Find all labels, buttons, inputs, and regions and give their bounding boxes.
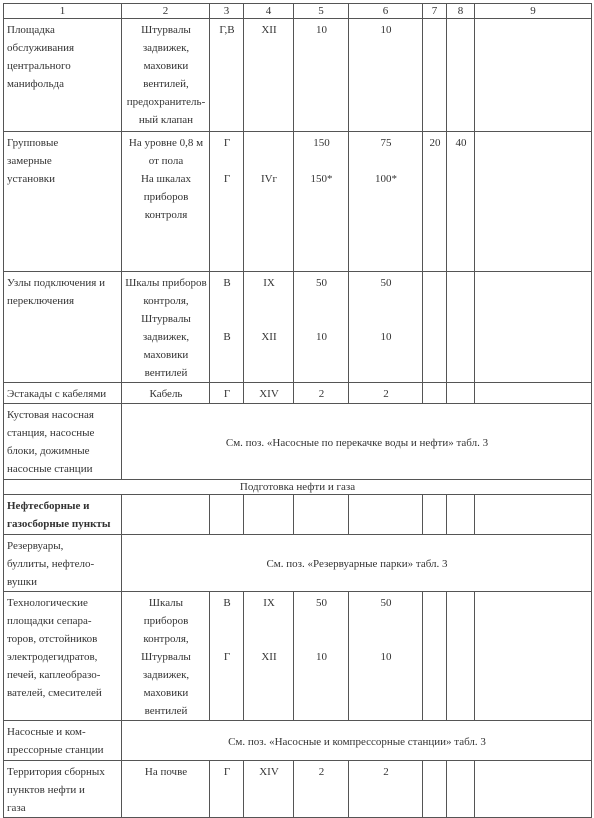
table-row bbox=[4, 383, 592, 404]
norms-table bbox=[3, 3, 592, 818]
table-row bbox=[4, 535, 592, 592]
cell-plane: Г,В bbox=[210, 19, 244, 132]
cell-value-6: 50 10 bbox=[349, 592, 423, 721]
cell-name: Технологические площадки сепара- торов, отстойников электродегидратов, печей, каплеобразо- вателей, смесителей bbox=[4, 592, 122, 721]
cell-value-7 bbox=[423, 592, 447, 721]
col-header: 8 bbox=[447, 4, 475, 19]
cell-value-8 bbox=[447, 761, 475, 818]
cell-plane: Г bbox=[210, 383, 244, 404]
cell-value-7 bbox=[423, 495, 447, 535]
cell-value-7 bbox=[423, 383, 447, 404]
cell-name: Площадка обслуживания центрального манифольда bbox=[4, 19, 122, 132]
cell-value-8 bbox=[447, 495, 475, 535]
cell-value-5: 10 bbox=[294, 19, 349, 132]
cell-category: IX XII bbox=[244, 592, 294, 721]
cell-value-8: 40 bbox=[447, 132, 475, 272]
cell-category: XII bbox=[244, 19, 294, 132]
col-header: 2 bbox=[122, 4, 210, 19]
cell-name: Насосные и ком- прессорные станции bbox=[4, 721, 122, 761]
cell-name: Групповые замерные установки bbox=[4, 132, 122, 272]
cell-note bbox=[475, 592, 592, 721]
cell-value-8 bbox=[447, 383, 475, 404]
cell-value-8 bbox=[447, 592, 475, 721]
section-row bbox=[4, 480, 592, 495]
cell-plane: В В bbox=[210, 272, 244, 383]
cell-value-5: 2 bbox=[294, 761, 349, 818]
cell-value-7 bbox=[423, 761, 447, 818]
col-header: 1 bbox=[4, 4, 122, 19]
cell-plane: Г bbox=[210, 761, 244, 818]
cell-note bbox=[475, 383, 592, 404]
cell-name: Нефтесборные и газосборные пункты bbox=[4, 495, 122, 535]
cell-category: IX XII bbox=[244, 272, 294, 383]
col-header: 3 bbox=[210, 4, 244, 19]
cell-name: Резервуары, буллиты, нефтело- вушки bbox=[4, 535, 122, 592]
cell-place: Штурвалы задвижек, маховики вентилей, предохранитель- ный клапан bbox=[122, 19, 210, 132]
col-header: 9 bbox=[475, 4, 592, 19]
cell-value-8 bbox=[447, 19, 475, 132]
cell-value-5: 50 10 bbox=[294, 272, 349, 383]
table-row bbox=[4, 19, 592, 132]
col-header: 5 bbox=[294, 4, 349, 19]
table-row bbox=[4, 592, 592, 721]
reference-cell: См. поз. «Насосные по перекачке воды и нефти» табл. 3 bbox=[122, 404, 592, 480]
cell-place: Шкалы приборов контроля, Штурвалы задвижек, маховики вентилей bbox=[122, 272, 210, 383]
cell-value-5: 50 10 bbox=[294, 592, 349, 721]
cell-value-6: 10 bbox=[349, 19, 423, 132]
cell-plane bbox=[210, 495, 244, 535]
table-row bbox=[4, 272, 592, 383]
col-header: 6 bbox=[349, 4, 423, 19]
cell-place: Кабель bbox=[122, 383, 210, 404]
cell-value-6: 75 100* bbox=[349, 132, 423, 272]
cell-note bbox=[475, 761, 592, 818]
table-row bbox=[4, 721, 592, 761]
cell-category bbox=[244, 495, 294, 535]
cell-note bbox=[475, 132, 592, 272]
table-row bbox=[4, 404, 592, 480]
cell-value-7 bbox=[423, 272, 447, 383]
cell-value-6: 50 10 bbox=[349, 272, 423, 383]
cell-value-7: 20 bbox=[423, 132, 447, 272]
cell-name: Кустовая насосная станция, насосные блоки, дожимные насосные станции bbox=[4, 404, 122, 480]
cell-note bbox=[475, 272, 592, 383]
cell-plane: В Г bbox=[210, 592, 244, 721]
cell-note bbox=[475, 19, 592, 132]
cell-value-6: 2 bbox=[349, 761, 423, 818]
cell-place bbox=[122, 495, 210, 535]
table-row bbox=[4, 761, 592, 818]
cell-place: На уровне 0,8 м от пола На шкалах приборов контроля bbox=[122, 132, 210, 272]
cell-place: Шкалы приборов контроля, Штурвалы задвижек, маховики вентилей bbox=[122, 592, 210, 721]
table-row bbox=[4, 132, 592, 272]
reference-cell: См. поз. «Насосные и компрессорные станции» табл. 3 bbox=[122, 721, 592, 761]
header-row bbox=[4, 4, 592, 19]
cell-value-7 bbox=[423, 19, 447, 132]
cell-category: XIV bbox=[244, 761, 294, 818]
cell-name: Эстакады с кабелями bbox=[4, 383, 122, 404]
cell-name: Узлы подключения и переключения bbox=[4, 272, 122, 383]
col-header: 7 bbox=[423, 4, 447, 19]
cell-value-5 bbox=[294, 495, 349, 535]
cell-value-8 bbox=[447, 272, 475, 383]
reference-cell: См. поз. «Резервуарные парки» табл. 3 bbox=[122, 535, 592, 592]
cell-note bbox=[475, 495, 592, 535]
cell-value-5: 150 150* bbox=[294, 132, 349, 272]
table-row bbox=[4, 495, 592, 535]
col-header: 4 bbox=[244, 4, 294, 19]
cell-category: IVг bbox=[244, 132, 294, 272]
cell-name: Территория сборных пунктов нефти и газа bbox=[4, 761, 122, 818]
cell-place: На почве bbox=[122, 761, 210, 818]
cell-value-6: 2 bbox=[349, 383, 423, 404]
section-title: Подготовка нефти и газа bbox=[4, 480, 592, 495]
cell-plane: Г Г bbox=[210, 132, 244, 272]
cell-category: XIV bbox=[244, 383, 294, 404]
cell-value-6 bbox=[349, 495, 423, 535]
cell-value-5: 2 bbox=[294, 383, 349, 404]
